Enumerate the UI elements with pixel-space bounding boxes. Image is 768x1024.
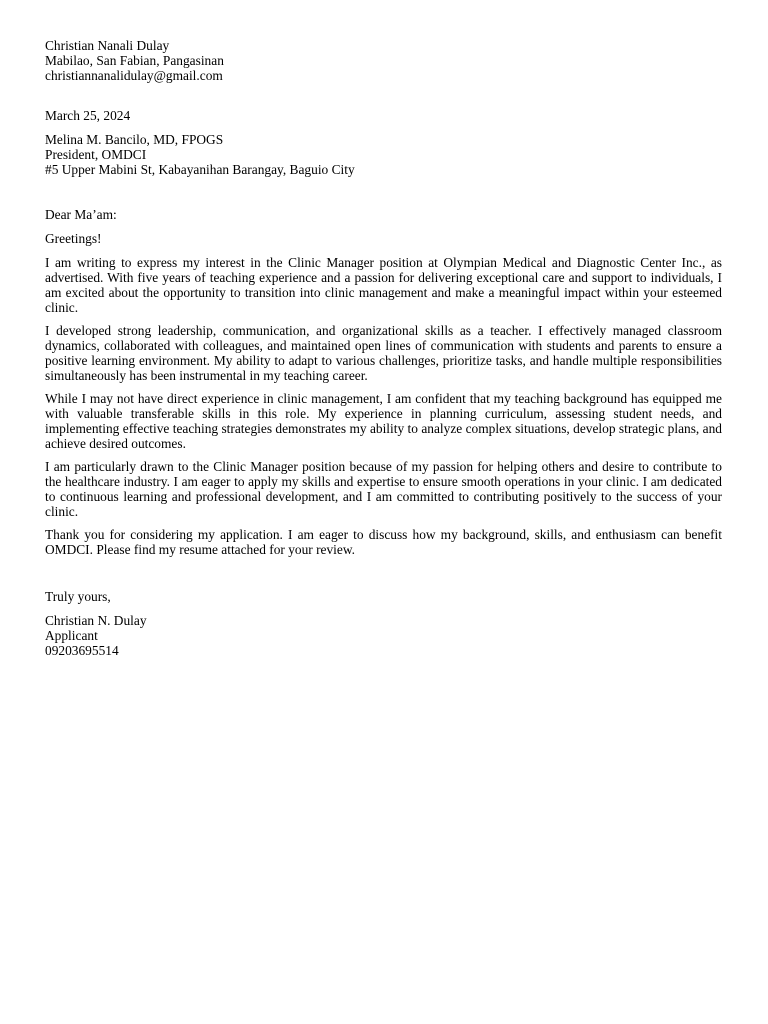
signature-block	[45, 613, 722, 658]
closing-text: Truly yours,	[45, 589, 111, 604]
signature-phone: 09203695514	[45, 643, 119, 658]
recipient-title: President, OMDCI	[45, 147, 147, 162]
greeting-text: Greetings!	[45, 231, 102, 246]
letter-body	[45, 255, 722, 557]
closing	[45, 589, 722, 604]
body-paragraph-1: I am writing to express my interest in the Clinic Manager position at Olympian Medical and Diagnostic Center Inc., as advertised. With five years of teaching experience and a passion for delivering exceptional care and support to individuals, I am excited about the opportunity to transition into clinic management and make a meaningful impact within your esteemed clinic.	[45, 255, 722, 315]
sender-email: christiannanalidulay@gmail.com	[45, 68, 223, 83]
sender-block	[45, 38, 722, 83]
body-paragraph-5: Thank you for considering my application. I am eager to discuss how my background, skills, and enthusiasm can benefit OMDCI. Please find my resume attached for your review.	[45, 527, 722, 557]
sender-name: Christian Nanali Dulay	[45, 38, 170, 53]
salutation	[45, 207, 722, 222]
letter-page	[45, 38, 722, 658]
recipient-address: #5 Upper Mabini St, Kabayanihan Barangay, Baguio City	[45, 162, 355, 177]
body-paragraph-4: I am particularly drawn to the Clinic Manager position because of my passion for helping others and desire to contribute to the healthcare industry. I am eager to apply my skills and expertise to ensure smooth operations in your clinic. I am dedicated to continuous learning and professional development, and I am committed to contributing positively to the success of your clinic.	[45, 459, 722, 519]
greeting	[45, 231, 722, 246]
body-paragraph-3: While I may not have direct experience in clinic management, I am confident that my teaching background has equipped me with valuable transferable skills in this role. My experience in planning curriculum, assessing student needs, and implementing effective teaching strategies demonstrates my ability to analyze complex situations, develop strategic plans, and achieve desired outcomes.	[45, 391, 722, 451]
signature-name: Christian N. Dulay	[45, 613, 147, 628]
letter-date	[45, 108, 722, 123]
recipient-block	[45, 132, 722, 177]
signature-role: Applicant	[45, 628, 98, 643]
date-text: March 25, 2024	[45, 108, 131, 123]
body-paragraph-2: I developed strong leadership, communication, and organizational skills as a teacher. I effectively managed classroom dynamics, collaborated with colleagues, and maintained open lines of communication with students and parents to ensure a positive learning environment. My ability to adapt to various challenges, prioritize tasks, and handle multiple responsibilities simultaneously has been instrumental in my teaching career.	[45, 323, 722, 383]
closing-spacer	[45, 565, 722, 589]
sender-address: Mabilao, San Fabian, Pangasinan	[45, 53, 224, 68]
salutation-text: Dear Ma’am:	[45, 207, 117, 222]
recipient-name: Melina M. Bancilo, MD, FPOGS	[45, 132, 224, 147]
